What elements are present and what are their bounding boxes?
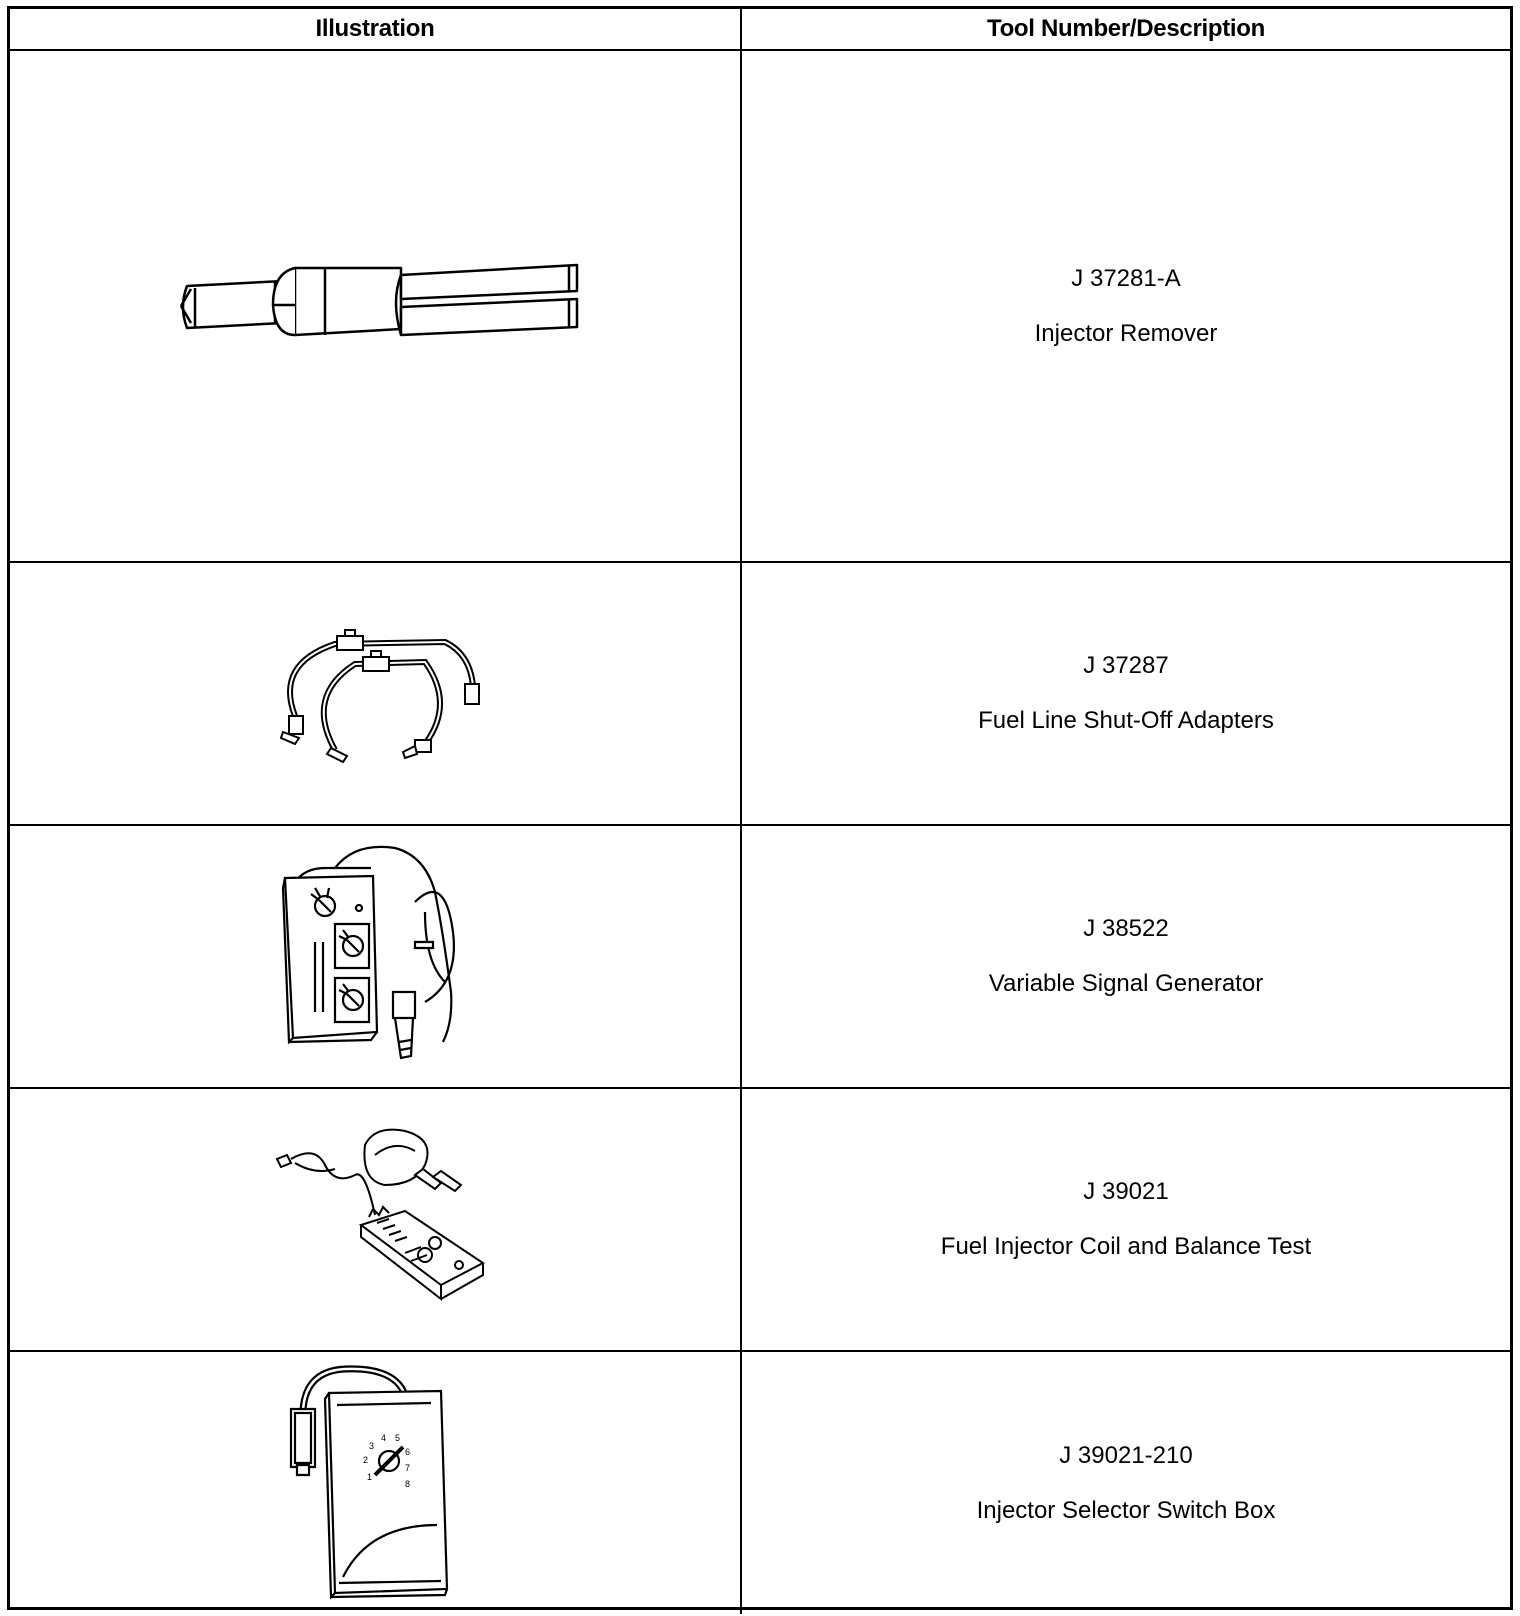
- dial-label: 7: [405, 1463, 411, 1473]
- tool-name: Injector Selector Switch Box: [976, 1496, 1276, 1524]
- special-tools-table: [10, 9, 1510, 1614]
- tool-description-cell: [741, 1351, 1510, 1614]
- tool-number: J 39021-210: [1059, 1441, 1193, 1469]
- tool-name: Fuel Line Shut-Off Adapters: [978, 707, 1274, 734]
- tool-number: J 37281-A: [1071, 264, 1181, 292]
- tool-number: J 39021: [1083, 1178, 1169, 1205]
- tool-description-cell: [741, 825, 1510, 1088]
- table-row: [10, 50, 1510, 562]
- signal-generator-icon: [275, 842, 475, 1072]
- illustration-cell: [10, 562, 741, 825]
- dial-label: 6: [405, 1447, 411, 1457]
- injector-remover-icon: [165, 261, 585, 351]
- table-row: [10, 1088, 1510, 1351]
- tool-description-cell: [741, 1088, 1510, 1351]
- table-row: [10, 1351, 1510, 1614]
- special-tools-table-frame: [7, 6, 1513, 1610]
- tool-description-header: Tool Number/Description: [741, 9, 1510, 50]
- tool-number: J 37287: [1083, 652, 1169, 679]
- illustration-cell: [10, 1351, 741, 1614]
- tool-number: J 38522: [1083, 915, 1169, 942]
- illustration-cell: [10, 1088, 741, 1351]
- dial-label: 8: [405, 1479, 411, 1489]
- dial-label: 2: [363, 1455, 369, 1465]
- dial-label: 5: [395, 1433, 401, 1443]
- tool-description-cell: [741, 50, 1510, 562]
- selector-switch-box-icon: [285, 1365, 465, 1601]
- tool-name: Injector Remover: [1034, 319, 1218, 347]
- illustration-header: Illustration: [10, 9, 741, 50]
- table-header-row: [10, 9, 1510, 50]
- dial-label: 3: [369, 1441, 375, 1451]
- fuel-line-adapters-icon: [265, 624, 485, 764]
- illustration-cell: [10, 50, 741, 562]
- coil-balance-tester-icon: [265, 1125, 485, 1315]
- table-row: [10, 562, 1510, 825]
- tool-description-cell: [741, 562, 1510, 825]
- illustration-cell: [10, 825, 741, 1088]
- dial-label: 1: [367, 1472, 373, 1482]
- table-row: [10, 825, 1510, 1088]
- dial-label: 4: [381, 1433, 387, 1443]
- tool-name: Variable Signal Generator: [988, 970, 1264, 997]
- tool-name: Fuel Injector Coil and Balance Test: [940, 1233, 1312, 1260]
